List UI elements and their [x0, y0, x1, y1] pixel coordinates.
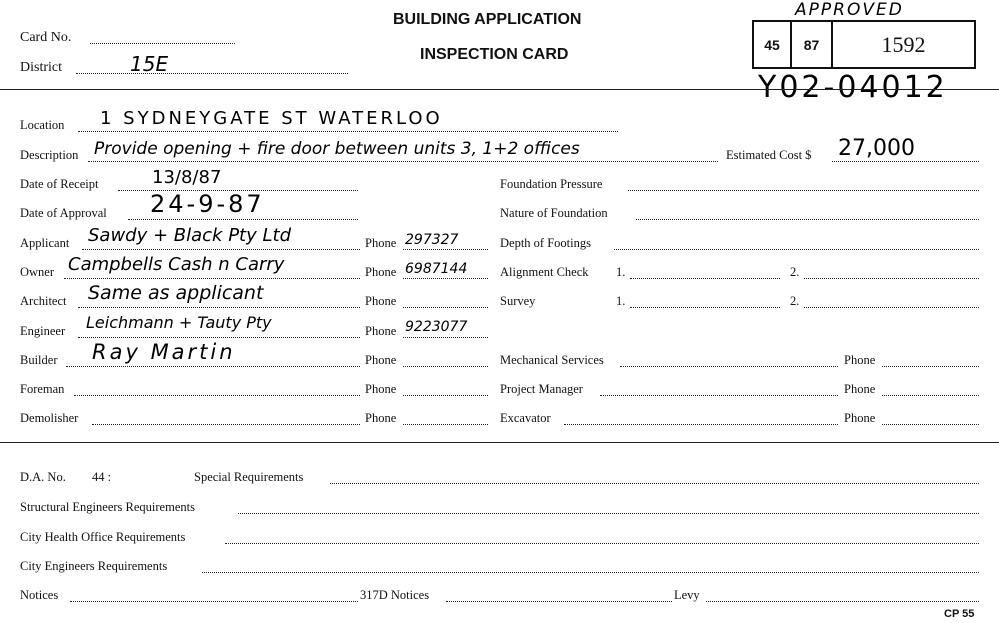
applicant-value: Sawdy + Black Pty Ltd [88, 225, 292, 246]
alignment-check-num-2: 2. [790, 265, 800, 279]
demolisher-line [92, 424, 360, 425]
application-number-box [831, 20, 976, 69]
card-no-line [90, 43, 235, 44]
engineer-phone-value: 9223077 [405, 319, 468, 335]
mechanical-services-label: Mechanical Services [500, 353, 604, 367]
owner-label: Owner [20, 265, 55, 279]
mechanical-services-phone-line [882, 366, 979, 367]
structural-engineers-line [238, 513, 979, 514]
city-engineers-line [202, 572, 979, 573]
special-requirements-line [330, 483, 979, 484]
date-of-receipt-label: Date of Receipt [20, 177, 99, 191]
owner-phone-line [403, 278, 488, 279]
notices-label: Notices [20, 588, 59, 602]
depth-of-footings-line [614, 249, 979, 250]
card-title-line2: INSPECTION CARD [420, 46, 569, 63]
engineer-phone-label: Phone [365, 324, 397, 338]
estimated-cost-value: 27,000 [838, 136, 915, 161]
nature-of-foundation-line [636, 219, 979, 220]
applicant-phone-label: Phone [365, 236, 397, 250]
architect-label: Architect [20, 294, 67, 308]
notices-line [70, 601, 358, 602]
top-divider [0, 89, 999, 90]
alignment-check-line-1 [630, 278, 780, 279]
location-label: Location [20, 118, 65, 132]
excavator-label: Excavator [500, 411, 551, 425]
alignment-check-line-2 [804, 278, 979, 279]
year-box-a [752, 20, 792, 69]
city-health-line [225, 543, 979, 544]
form-code: CP 55 [944, 608, 975, 620]
foreman-phone-label: Phone [365, 382, 397, 396]
applicant-line [82, 249, 360, 250]
special-requirements-label: Special Requirements [194, 470, 304, 484]
location-line [78, 131, 618, 132]
da-no-value: 44 : [92, 470, 112, 484]
engineer-label: Engineer [20, 324, 66, 338]
architect-line [78, 307, 360, 308]
file-reference: Y02-04012 [758, 70, 948, 105]
city-health-label: City Health Office Requirements [20, 530, 186, 544]
nature-of-foundation-label: Nature of Foundation [500, 206, 608, 220]
year-box-b-value: 87 [803, 36, 820, 53]
architect-phone-label: Phone [365, 294, 397, 308]
owner-value: Campbells Cash n Carry [68, 254, 285, 275]
estimated-cost-label: Estimated Cost $ [726, 148, 812, 162]
levy-line [706, 601, 979, 602]
project-manager-phone-line [882, 395, 979, 396]
survey-line-2 [804, 307, 979, 308]
survey-num-2: 2. [790, 294, 800, 308]
description-value: Provide opening + fire door between units 3, 1+2 offices [94, 139, 580, 159]
excavator-phone-line [882, 424, 979, 425]
date-of-approval-value: 24-9-87 [150, 190, 265, 218]
estimated-cost-line [832, 161, 979, 162]
mechanical-services-line [620, 366, 838, 367]
applicant-phone-line [403, 249, 488, 250]
owner-phone-label: Phone [365, 265, 397, 279]
notices-317d-line [446, 601, 672, 602]
card-no-label: Card No. [20, 30, 72, 45]
survey-label: Survey [500, 294, 536, 308]
date-of-approval-label: Date of Approval [20, 206, 107, 220]
card-title-line1: BUILDING APPLICATION [393, 11, 582, 28]
description-label: Description [20, 148, 79, 162]
foundation-pressure-line [628, 190, 979, 191]
levy-label: Levy [674, 588, 700, 602]
engineer-phone-line [403, 337, 488, 338]
district-value: 15E [130, 52, 169, 76]
alignment-check-label: Alignment Check [500, 265, 589, 279]
location-value: 1 SYDNEYGATE ST WATERLOO [100, 108, 443, 129]
builder-phone-line [403, 366, 488, 367]
builder-label: Builder [20, 353, 58, 367]
district-label: District [20, 60, 62, 75]
foreman-phone-line [403, 395, 488, 396]
structural-engineers-label: Structural Engineers Requirements [20, 500, 195, 514]
da-no-label: D.A. No. [20, 470, 66, 484]
foreman-label: Foreman [20, 382, 65, 396]
middle-divider [0, 442, 999, 443]
depth-of-footings-label: Depth of Footings [500, 236, 591, 250]
applicant-phone-value: 297327 [405, 232, 459, 248]
mechanical-services-phone-label: Phone [844, 353, 876, 367]
project-manager-label: Project Manager [500, 382, 583, 396]
application-number: 1592 [881, 31, 926, 57]
city-engineers-label: City Engineers Requirements [20, 559, 168, 573]
foreman-line [74, 395, 360, 396]
builder-line [66, 366, 360, 367]
architect-value: Same as applicant [88, 282, 264, 304]
architect-phone-line [403, 307, 488, 308]
engineer-line [78, 337, 360, 338]
year-box-a-value: 45 [764, 36, 780, 53]
owner-line [64, 278, 360, 279]
owner-phone-value: 6987144 [405, 261, 468, 277]
survey-line-1 [630, 307, 780, 308]
excavator-line [564, 424, 838, 425]
notices-317d-label: 317D Notices [360, 588, 430, 602]
date-of-receipt-value: 13/8/87 [152, 167, 222, 188]
applicant-label: Applicant [20, 236, 70, 250]
demolisher-label: Demolisher [20, 411, 79, 425]
project-manager-line [600, 395, 838, 396]
alignment-check-num-1: 1. [616, 265, 626, 279]
approved-stamp: APPROVED [795, 0, 904, 20]
survey-num-1: 1. [616, 294, 626, 308]
foundation-pressure-label: Foundation Pressure [500, 177, 603, 191]
demolisher-phone-label: Phone [365, 411, 397, 425]
builder-value: Ray Martin [92, 340, 236, 364]
district-line [76, 73, 348, 74]
date-of-approval-line [128, 219, 358, 220]
demolisher-phone-line [403, 424, 488, 425]
description-line [88, 161, 718, 162]
builder-phone-label: Phone [365, 353, 397, 367]
excavator-phone-label: Phone [844, 411, 876, 425]
year-box-b [790, 20, 833, 69]
project-manager-phone-label: Phone [844, 382, 876, 396]
engineer-value: Leichmann + Tauty Pty [86, 313, 272, 332]
